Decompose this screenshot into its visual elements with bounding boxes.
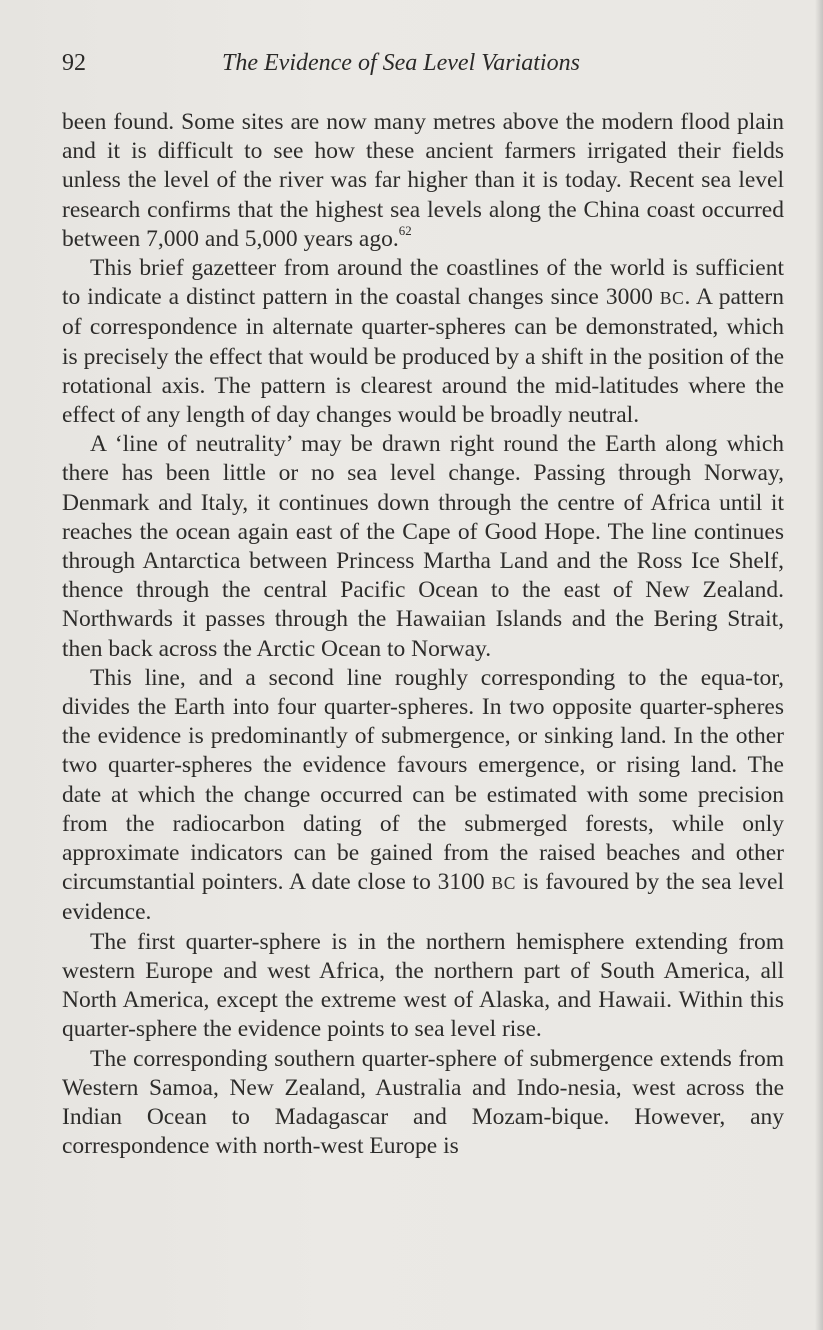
era-small-caps: BC [491,874,517,894]
era-small-caps: BC [659,289,685,309]
paragraph-2-text-a: This brief gazetteer from around the coastlines of the world is sufficient to indicate a distinct pattern in the coastal changes since 3000 [62,255,784,311]
paragraph-4 [62,664,784,928]
body-text [62,108,784,1161]
paragraph-3-text: A ‘line of neutrality’ may be drawn right round the Earth along which there has been little or no sea level change. Passing through Norway, Denmark and Italy, it continues down through the centre of Africa until it reaches the ocean again east of the Cape of Good Hope. The line continues through Antarctica between Princess Martha Land and the Ross Ice Shelf, thence through the central Pacific Ocean to the east of New Zealand. Northwards it passes through the Hawaiian Islands and the Bering Strait, then back across the Arctic Ocean to Norway. [62,431,784,662]
paragraph-4-text-a: This line, and a second line roughly corresponding to the equa-tor, divides the Earth into four quarter-spheres. In two opposite quarter-spheres the evidence is predominantly of submergence, or sinking land. In the other two quarter-spheres the evidence favours emergence, or rising land. The date at which the change occurred can be estimated with some precision from the radiocarbon dating of the submerged forests, while only approximate indicators can be gained from the raised beaches and other circumstantial pointers. A date close to 3100 [62,664,784,896]
running-title: The Evidence of Sea Level Variations [222,50,580,76]
paragraph-5-text: The first quarter-sphere is in the northern hemisphere extending from western Europe and west Africa, the northern part of South America, all North America, except the extreme west of Alaska, and Hawaii. Within this quarter-sphere the evidence points to sea level rise. [62,928,784,1043]
paragraph-2 [62,254,784,430]
paragraph-6 [62,1045,784,1162]
paragraph-1-text: been found. Some sites are now many metres above the modern flood plain and it is difficult to see how these ancient farmers irrigated their fields unless the level of the river was far higher than it is today. Recent sea level research confirms that the highest sea levels along the China coast occurred between 7,000 and 5,000 years ago. [62,109,784,252]
running-head [62,50,784,84]
page-number: 92 [62,50,86,76]
paragraph-4-text-b: is favoured by the sea level evidence. [62,869,784,926]
paragraph-3 [62,430,784,664]
page-edge-shadow [815,0,823,1330]
footnote-marker: 62 [398,223,412,239]
paragraph-5 [62,928,784,1045]
paragraph-2-text-b: . A pattern of correspondence in alternate quarter-spheres can be demonstrated, which is precisely the effect that would be produced by a shift in the position of the rotational axis. The pattern is clearest around the mid-latitudes where the effect of any length of day changes would be broadly neutral. [62,284,784,429]
paragraph-6-text: The corresponding southern quarter-sphere of submergence extends from Western Samoa, New Zealand, Australia and Indo-nesia, west across the Indian Ocean to Madagascar and Mozam-bique. However, any correspondence with north-west Europe is [62,1045,784,1160]
paragraph-1 [62,108,784,254]
